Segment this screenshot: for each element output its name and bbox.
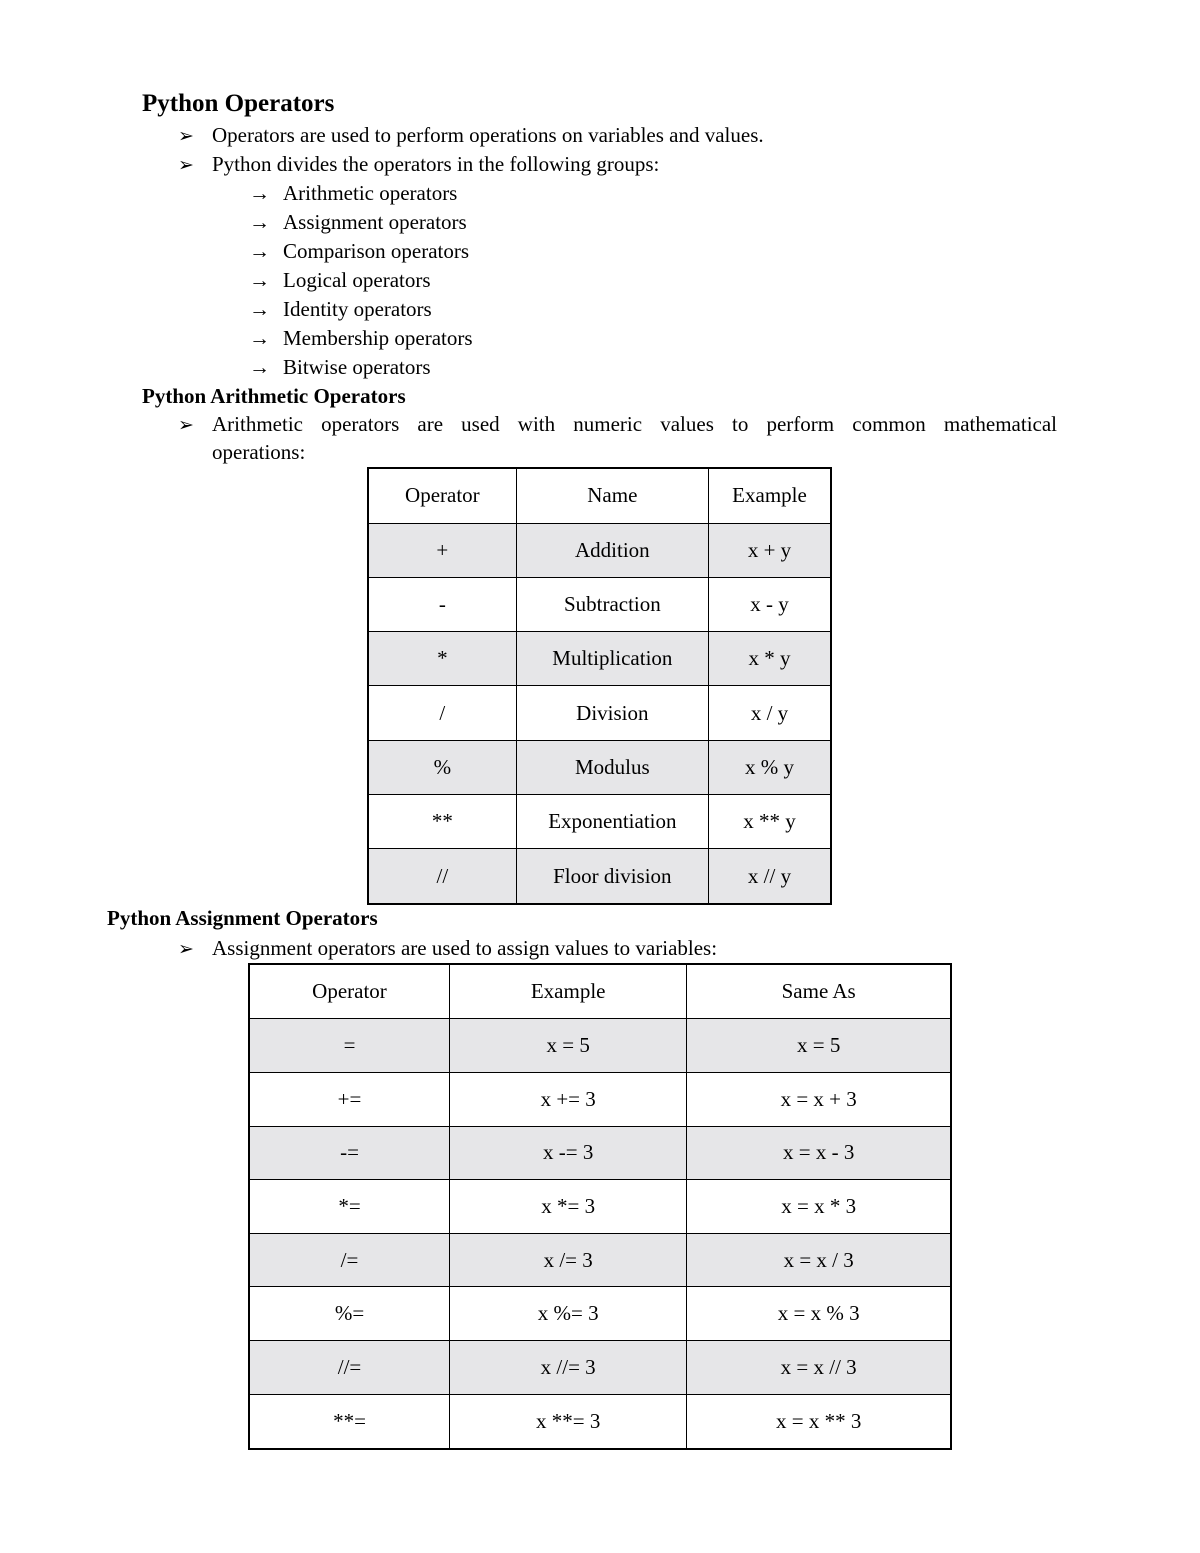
table-row	[249, 1341, 951, 1395]
table-row	[368, 740, 831, 794]
group-item: Bitwise operators	[283, 355, 431, 379]
header-cell: Operator	[249, 964, 450, 1019]
table-cell: //	[368, 849, 516, 904]
table-cell: %=	[249, 1287, 450, 1341]
table-cell: Multiplication	[516, 632, 708, 686]
bullet-icon: ➢	[178, 126, 194, 147]
table-cell: *=	[249, 1180, 450, 1234]
table-cell: x = x / 3	[687, 1233, 951, 1287]
table-cell: +=	[249, 1072, 450, 1126]
table-cell: x * y	[709, 632, 832, 686]
table-row	[368, 523, 831, 577]
table-cell: **=	[249, 1394, 450, 1449]
table-cell: **	[368, 794, 516, 848]
group-item: Membership operators	[283, 326, 473, 350]
table-cell: x %= 3	[450, 1287, 687, 1341]
table-row	[249, 1180, 951, 1234]
table-row	[249, 1394, 951, 1449]
bullet-icon: ➢	[178, 155, 194, 176]
bullet-icon: ➢	[178, 939, 194, 960]
table-cell: x % y	[709, 740, 832, 794]
group-item: Logical operators	[283, 268, 431, 292]
table-cell: Floor division	[516, 849, 708, 904]
bullet-icon: ➢	[178, 415, 194, 436]
table-cell: =	[249, 1019, 450, 1073]
table-cell: x = x % 3	[687, 1287, 951, 1341]
table-cell: x / y	[709, 686, 832, 740]
table-cell: x = x - 3	[687, 1126, 951, 1180]
table-cell: x -= 3	[450, 1126, 687, 1180]
arrow-icon: →	[249, 326, 270, 350]
intro-line-2: Python divides the operators in the following groups:	[212, 152, 660, 176]
arrow-icon: →	[249, 297, 270, 321]
table-cell: /=	[249, 1233, 450, 1287]
table-cell: +	[368, 523, 516, 577]
table-cell: x += 3	[450, 1072, 687, 1126]
table-cell: x = x + 3	[687, 1072, 951, 1126]
table-header-row	[249, 964, 951, 1019]
arrow-icon: →	[249, 268, 270, 292]
table-row	[368, 632, 831, 686]
arithmetic-table	[367, 467, 832, 905]
assignment-table	[248, 963, 952, 1450]
table-cell: x /= 3	[450, 1233, 687, 1287]
header-cell: Same As	[687, 964, 951, 1019]
table-cell: /	[368, 686, 516, 740]
table-row	[249, 1287, 951, 1341]
arrow-icon: →	[249, 239, 270, 263]
table-cell: x = 5	[450, 1019, 687, 1073]
group-item: Identity operators	[283, 297, 432, 321]
table-cell: x = x // 3	[687, 1341, 951, 1395]
table-cell: x **= 3	[450, 1394, 687, 1449]
table-row	[368, 849, 831, 904]
table-row	[368, 794, 831, 848]
table-row	[249, 1019, 951, 1073]
table-cell: Modulus	[516, 740, 708, 794]
table-cell: x + y	[709, 523, 832, 577]
arrow-icon: →	[249, 181, 270, 205]
table-row	[249, 1233, 951, 1287]
table-row	[249, 1072, 951, 1126]
header-cell: Example	[709, 468, 832, 523]
assignment-heading: Python Assignment Operators	[107, 906, 378, 930]
table-cell: -=	[249, 1126, 450, 1180]
table-row	[368, 686, 831, 740]
table-cell: x ** y	[709, 794, 832, 848]
table-cell: Division	[516, 686, 708, 740]
table-cell: x *= 3	[450, 1180, 687, 1234]
table-row	[368, 578, 831, 632]
table-cell: x // y	[709, 849, 832, 904]
arrow-icon: →	[249, 355, 270, 379]
table-cell: %	[368, 740, 516, 794]
group-item: Comparison operators	[283, 239, 470, 263]
table-cell: -	[368, 578, 516, 632]
intro-line-1: Operators are used to perform operations on variables and values.	[212, 123, 764, 147]
table-cell: x = 5	[687, 1019, 951, 1073]
table-row	[249, 1126, 951, 1180]
table-cell: x = x ** 3	[687, 1394, 951, 1449]
header-cell: Operator	[368, 468, 516, 523]
page-title: Python Operators	[142, 90, 335, 117]
table-cell: x //= 3	[450, 1341, 687, 1395]
header-cell: Example	[450, 964, 687, 1019]
table-header-row	[368, 468, 831, 523]
table-cell: //=	[249, 1341, 450, 1395]
arithmetic-description-cont: operations:	[212, 440, 306, 464]
table-cell: Subtraction	[516, 578, 708, 632]
group-item: Arithmetic operators	[283, 181, 458, 205]
group-item: Assignment operators	[283, 210, 467, 234]
header-cell: Name	[516, 468, 708, 523]
table-cell: x - y	[709, 578, 832, 632]
arithmetic-heading: Python Arithmetic Operators	[142, 384, 406, 408]
table-cell: Addition	[516, 523, 708, 577]
table-cell: Exponentiation	[516, 794, 708, 848]
table-cell: x = x * 3	[687, 1180, 951, 1234]
table-cell: *	[368, 632, 516, 686]
assignment-description: Assignment operators are used to assign values to variables:	[212, 936, 718, 960]
arithmetic-description: Arithmetic operators are used with numeric values to perform common mathematical	[212, 412, 1057, 436]
arrow-icon: →	[249, 210, 270, 234]
